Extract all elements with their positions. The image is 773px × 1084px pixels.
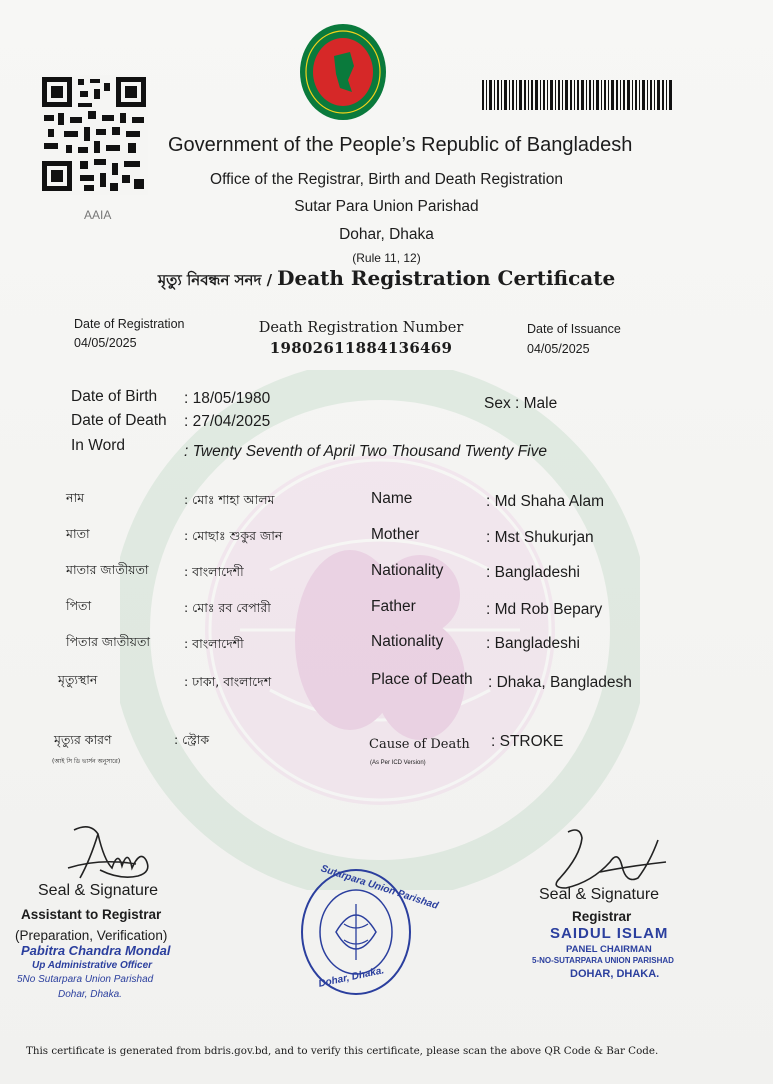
- registrar-stamp-location: DOHAR, DHAKA.: [570, 968, 660, 980]
- cause-note: (As Per ICD Version): [370, 760, 426, 766]
- assistant-signature: [60, 820, 160, 890]
- rule-reference: (Rule 11, 12): [352, 251, 421, 265]
- qr-caption: AAIA: [84, 208, 112, 222]
- place-of-death-value: : Dhaka, Bangladesh: [488, 674, 632, 691]
- bn-cause-label: মৃত্যুর কারণ: [54, 732, 112, 747]
- registration-number-value: 19802611884136469: [269, 339, 453, 357]
- mother-label: Mother: [371, 526, 420, 543]
- seal-bottom-text: Dohar, Dhaka.: [317, 965, 386, 990]
- registrar-stamp-org: 5-NO-SUTARPARA UNION PARISHAD: [532, 956, 674, 965]
- dod-value: : 27/04/2025: [184, 413, 271, 430]
- in-word-label: In Word: [71, 437, 125, 454]
- in-word-value: : Twenty Seventh of April Two Thousand Twenty Five: [184, 443, 547, 460]
- name-value: : Md Shaha Alam: [486, 493, 605, 510]
- registration-date-value: 04/05/2025: [74, 336, 137, 350]
- bn-father-label: পিতা: [66, 598, 92, 613]
- father-label: Father: [371, 598, 416, 615]
- issuance-date-value: 04/05/2025: [527, 342, 590, 356]
- verification-footer: This certificate is generated from bdris.gov.bd, and to verify this certificate, please scan the above QR Code & Bar Code.: [26, 1045, 659, 1057]
- registrar-stamp-title: PANEL CHAIRMAN: [566, 944, 652, 955]
- government-emblem-icon: [298, 22, 388, 122]
- dob-label: Date of Birth: [71, 388, 158, 405]
- office-title: Office of the Registrar, Birth and Death Registration: [210, 171, 563, 188]
- mother-value: : Mst Shukurjan: [486, 529, 594, 546]
- assistant-stamp-title: Up Administrative Officer: [32, 960, 153, 971]
- dob-value: : 18/05/1980: [184, 390, 271, 407]
- registrar-role: Registrar: [572, 909, 632, 924]
- barcode: [482, 80, 672, 110]
- assistant-stamp-org: 5No Sutarpara Union Parishad: [17, 974, 154, 985]
- sex-value: Sex : Male: [484, 395, 558, 412]
- right-seal-label: Seal & Signature: [539, 886, 660, 903]
- left-seal-label: Seal & Signature: [38, 882, 159, 899]
- cause-value: : STROKE: [491, 733, 564, 750]
- bn-place-of-death-label: মৃত্যুস্থান: [58, 672, 98, 687]
- mother-nationality-value: : Bangladeshi: [486, 564, 580, 581]
- cause-label: Cause of Death: [369, 737, 470, 752]
- assistant-stamp-name: Pabitra Chandra Mondal: [21, 943, 171, 958]
- dod-label: Date of Death: [71, 412, 167, 429]
- registration-date-label: Date of Registration: [74, 317, 185, 331]
- name-label: Name: [371, 490, 413, 507]
- bn-cause-value: : স্ট্রোক: [174, 732, 210, 747]
- registration-number-label: Death Registration Number: [258, 320, 464, 336]
- bn-cause-note: (আই সি ডি ভার্সন অনুসারে): [52, 758, 121, 765]
- assistant-registrar-role: Assistant to Registrar: [21, 907, 162, 922]
- seal-top-text: Sutarpara Union Parishad: [319, 863, 440, 912]
- certificate-title: [0, 266, 773, 294]
- bn-mother-nationality-label: মাতার জাতীয়তা: [66, 562, 149, 577]
- assistant-registrar-subtitle: (Preparation, Verification): [15, 928, 168, 943]
- government-title: Government of the People’s Republic of Bangladesh: [168, 134, 633, 156]
- bn-father-value: : মোঃ রব বেপারী: [184, 600, 271, 615]
- assistant-stamp-location: Dohar, Dhaka.: [58, 989, 122, 1000]
- union-name: Sutar Para Union Parishad: [294, 198, 479, 215]
- registrar-stamp-name: SAIDUL ISLAM: [550, 925, 669, 942]
- bn-place-of-death-value: : ঢাকা, বাংলাদেশ: [184, 674, 272, 689]
- bn-mother-label: মাতা: [66, 526, 90, 541]
- bn-father-nationality-label: পিতার জাতীয়তা: [66, 634, 151, 649]
- office-location: Dohar, Dhaka: [339, 226, 434, 243]
- certificate-title-bn: মৃত্যু নিবন্ধন সনদ /: [157, 271, 273, 289]
- place-of-death-label: Place of Death: [371, 671, 473, 688]
- bn-mother-nationality-value: : বাংলাদেশী: [184, 564, 244, 579]
- bn-name-label: নাম: [66, 490, 85, 505]
- bn-mother-value: : মোছাঃ শুকুর জান: [184, 528, 283, 543]
- mother-nationality-label: Nationality: [371, 562, 444, 579]
- father-nationality-value: : Bangladeshi: [486, 635, 580, 652]
- bn-father-nationality-value: : বাংলাদেশী: [184, 636, 244, 651]
- issuance-date-label: Date of Issuance: [527, 322, 621, 336]
- father-nationality-label: Nationality: [371, 633, 444, 650]
- bn-name-value: : মোঃ শাহা আলম: [184, 492, 275, 507]
- father-value: : Md Rob Bepary: [486, 601, 603, 618]
- certificate-title-en: Death Registration Certificate: [277, 266, 616, 290]
